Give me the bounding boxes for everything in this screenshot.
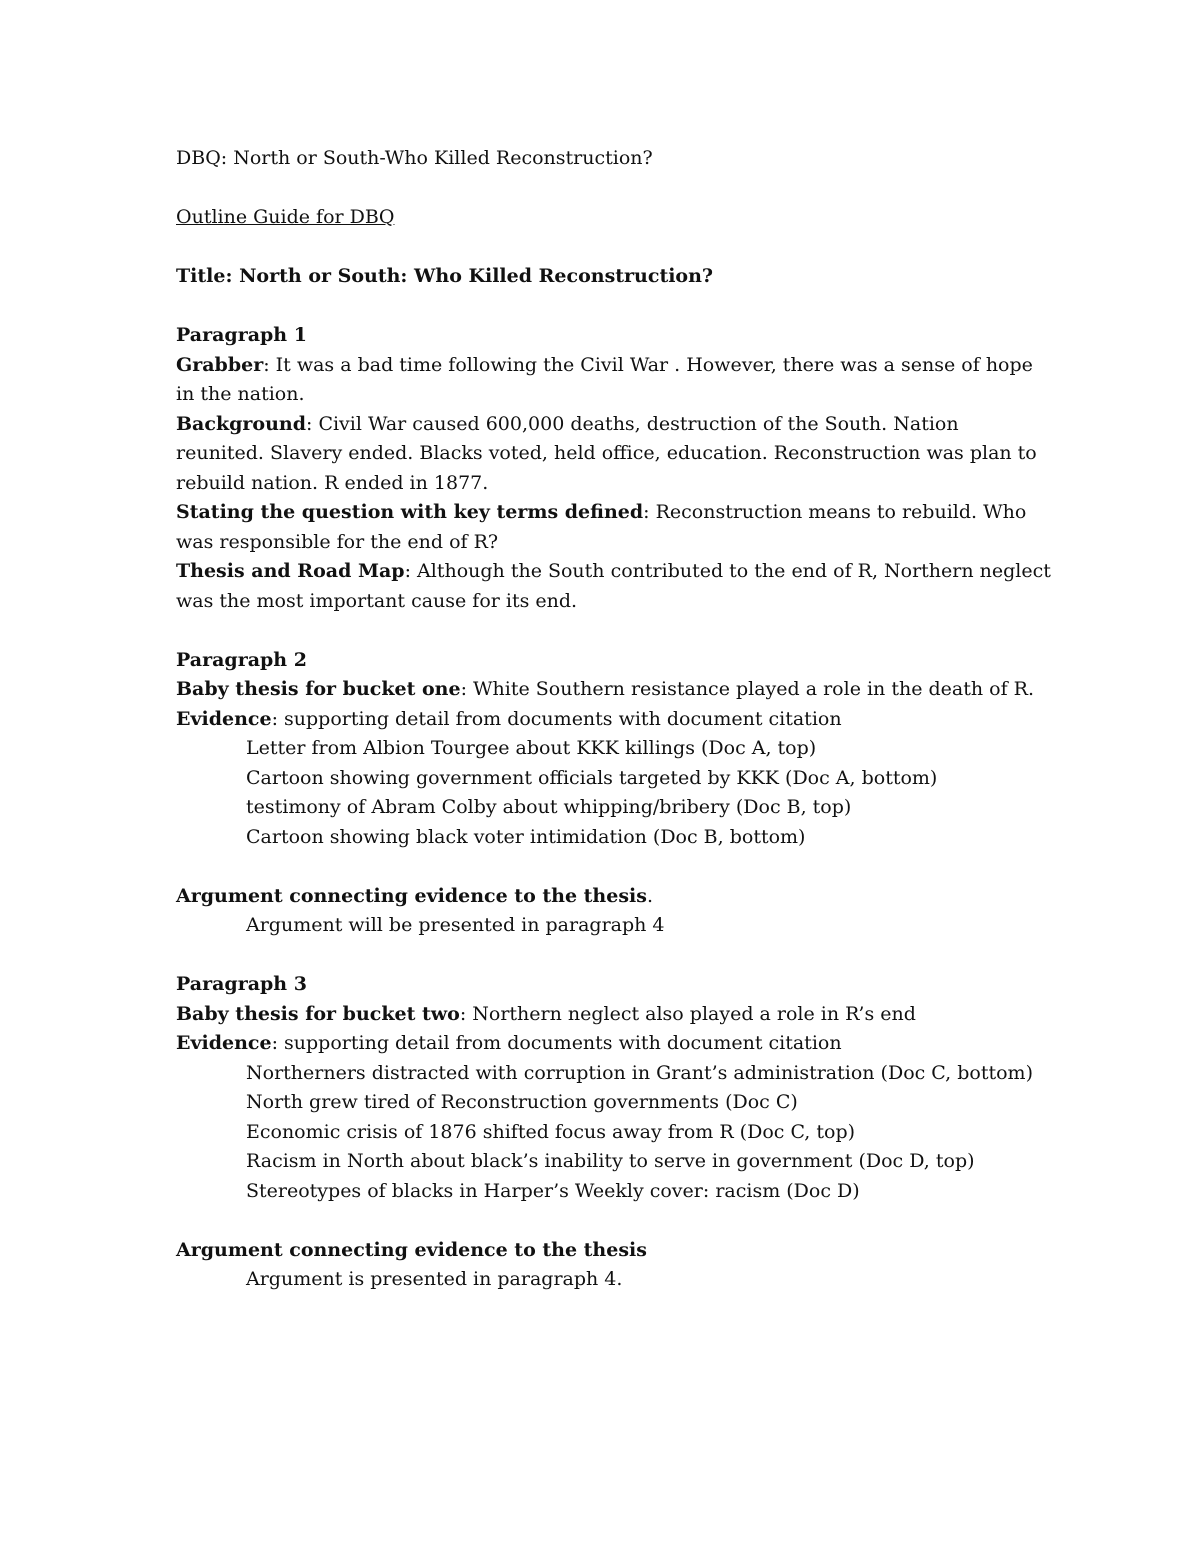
p1-grabber: Grabber: It was a bad time following the Civil War . However, there was a sense of hope [176, 353, 1033, 376]
document-page [176, 144, 1051, 1295]
p2-evidence-item: Cartoon showing black voter intimidation (Doc B, bottom) [246, 825, 806, 848]
p3-evidence-item: Racism in North about black’s inability to serve in government (Doc D, top) [246, 1150, 975, 1172]
essay-title: Title: North or South: Who Killed Reconstruction? [176, 265, 714, 287]
p3-evidence: Evidence: supporting detail from documents with document citation [176, 1032, 842, 1054]
p1-question: Stating the question with key terms defined: Reconstruction means to rebuild. Who [176, 501, 1027, 523]
paragraph-1-heading: Paragraph 1 [176, 324, 307, 346]
p3-evidence-item: Northerners distracted with corruption in Grant’s administration (Doc C, bottom) [246, 1061, 1033, 1084]
p1-background-cont-2: rebuild nation. R ended in 1877. [176, 471, 489, 494]
p2-evidence-item: Cartoon showing government officials targeted by KKK (Doc A, bottom) [246, 766, 938, 789]
p3-baby-thesis: Baby thesis for bucket two: Northern neglect also played a role in R’s end [176, 1002, 916, 1025]
p1-question-cont: was responsible for the end of R? [176, 530, 499, 553]
p3-argument-text: Argument is presented in paragraph 4. [246, 1268, 623, 1290]
p3-evidence-item: Economic crisis of 1876 shifted focus away from R (Doc C, top) [246, 1120, 856, 1143]
paragraph-2-heading: Paragraph 2 [176, 648, 307, 671]
p1-background-cont-1: reunited. Slavery ended. Blacks voted, held office, education. Reconstruction was plan to [176, 442, 1037, 464]
p1-grabber-cont: in the nation. [176, 383, 305, 405]
p2-baby-thesis: Baby thesis for bucket one: White Southern resistance played a role in the death of R. [176, 678, 1034, 700]
p1-thesis: Thesis and Road Map: Although the South contributed to the end of R, Northern neglect [176, 560, 1051, 582]
outline-heading: Outline Guide for DBQ [176, 206, 395, 228]
p1-thesis-cont: was the most important cause for its end. [176, 589, 578, 612]
p3-evidence-item: North grew tired of Reconstruction governments (Doc C) [246, 1091, 798, 1113]
p2-evidence-item: Letter from Albion Tourgee about KKK killings (Doc A, top) [246, 737, 817, 759]
paragraph-3-heading: Paragraph 3 [176, 973, 307, 995]
p2-argument-heading: Argument connecting evidence to the thesis. [176, 884, 653, 907]
p3-argument-heading: Argument connecting evidence to the thesis [176, 1238, 647, 1261]
p1-background: Background: Civil War caused 600,000 deaths, destruction of the South. Nation [176, 412, 959, 435]
p2-argument-text: Argument will be presented in paragraph 4 [246, 914, 665, 936]
p3-evidence-item: Stereotypes of blacks in Harper’s Weekly cover: racism (Doc D) [246, 1179, 860, 1202]
p2-evidence: Evidence: supporting detail from documents with document citation [176, 707, 842, 730]
doc-title: DBQ: North or South-Who Killed Reconstruction? [176, 147, 653, 169]
p2-evidence-item: testimony of Abram Colby about whipping/bribery (Doc B, top) [246, 796, 852, 818]
